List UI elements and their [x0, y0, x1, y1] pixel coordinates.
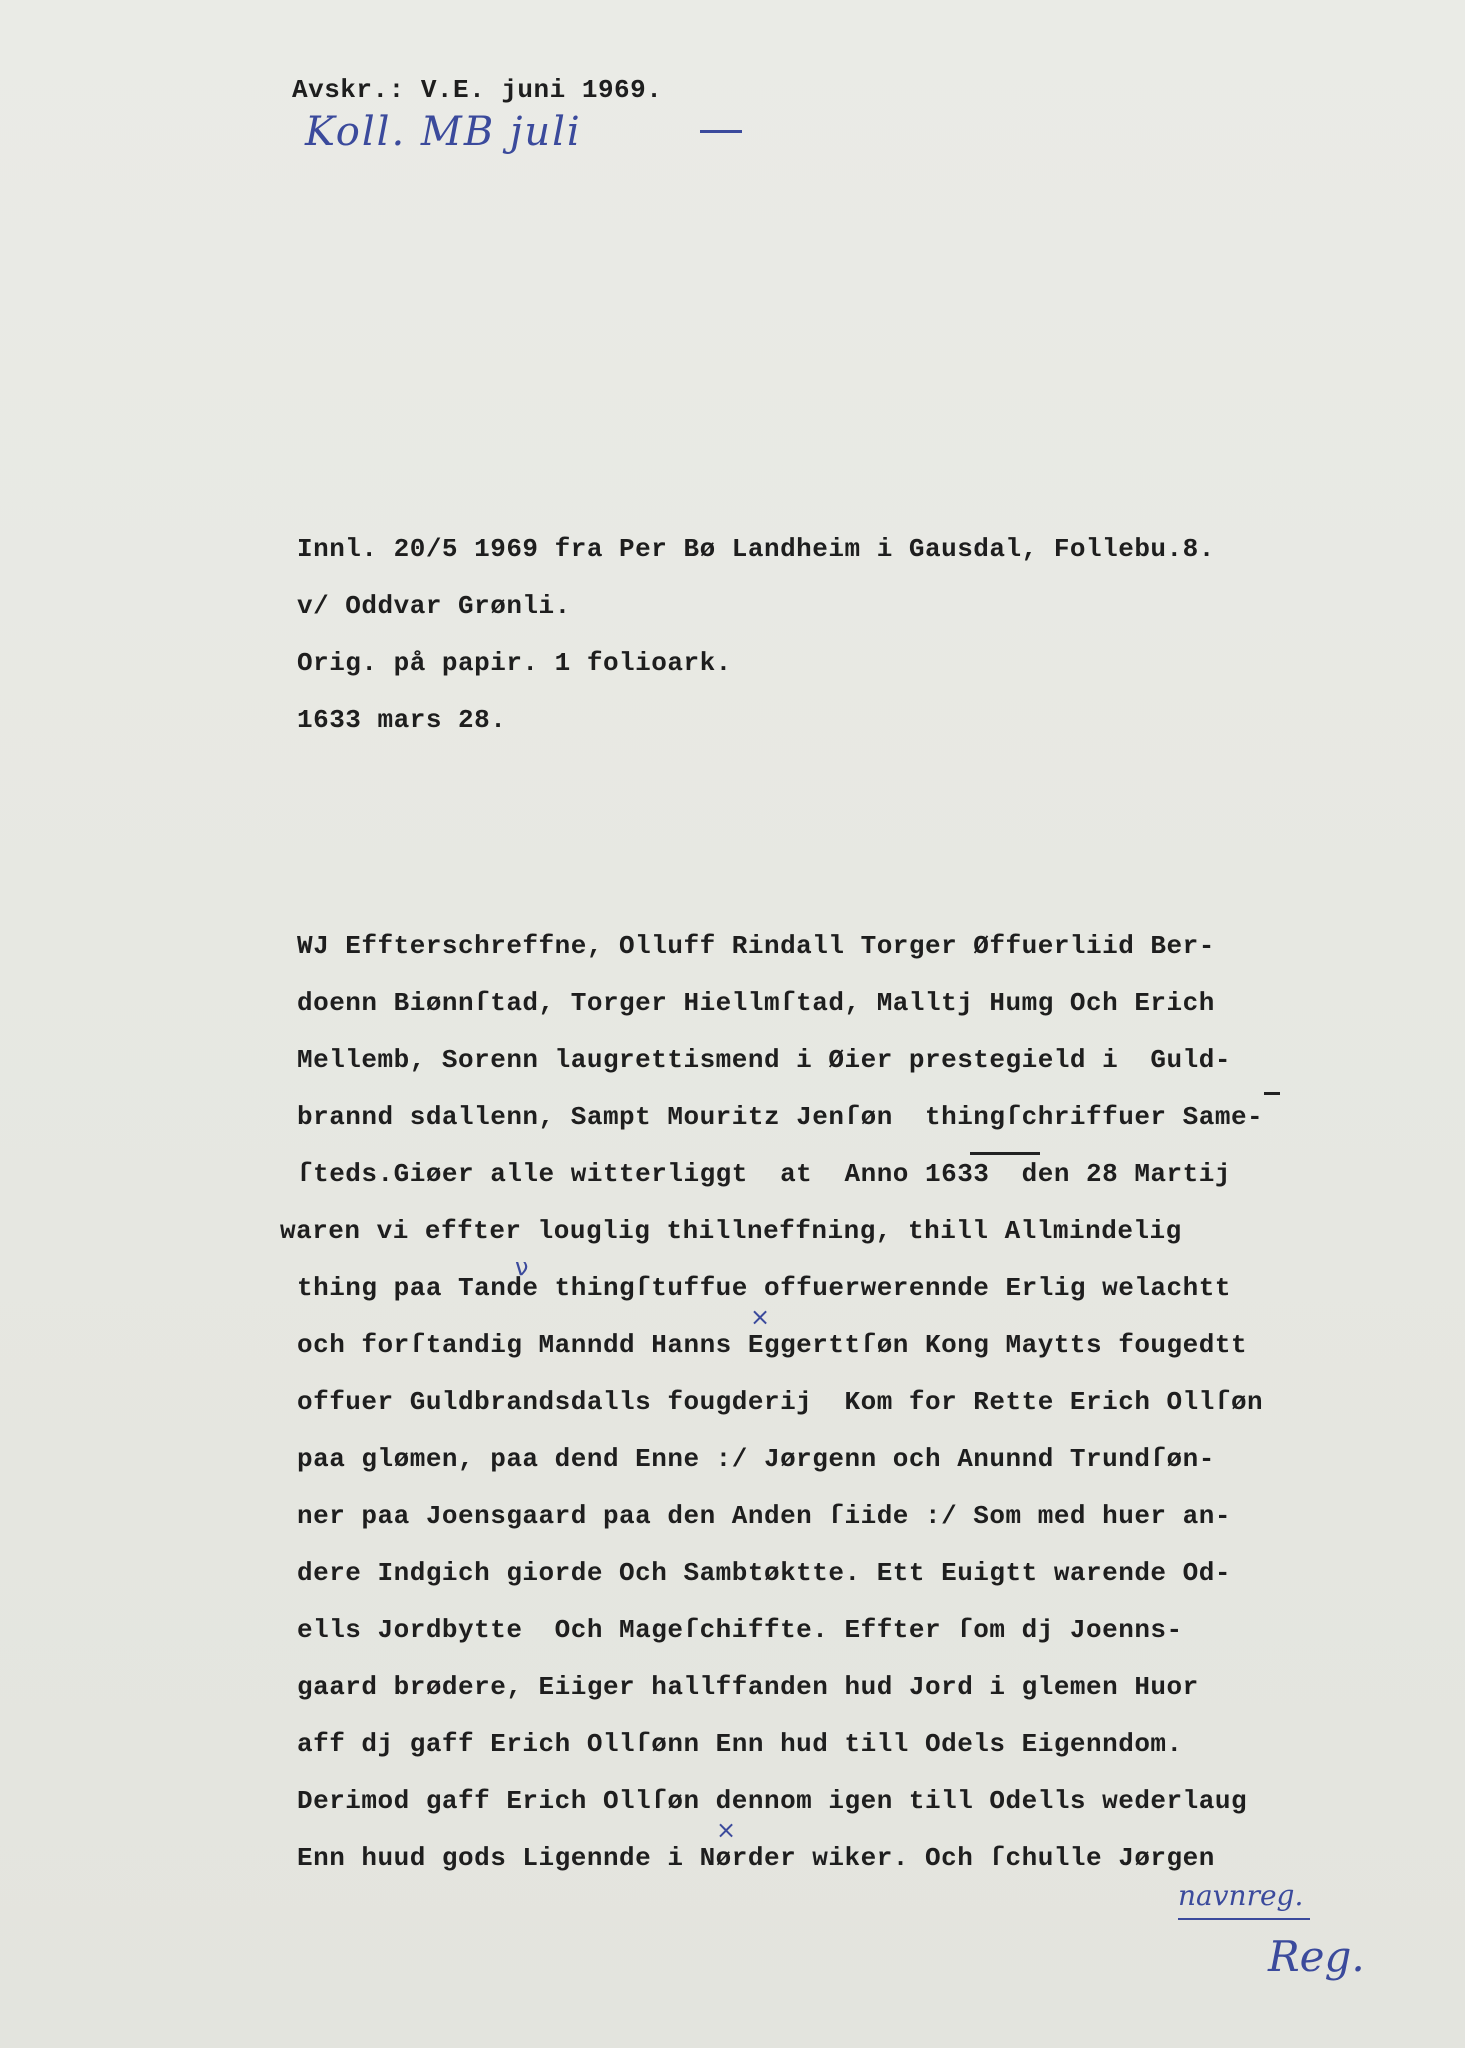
body-line: Enn huud gods Ligennde i Nørder wiker. Och ſchulle Jørgen [297, 1843, 1215, 1873]
body-line: aff dj gaff Erich Ollſønn Enn hud till Odels Eigenndom. [297, 1729, 1183, 1759]
macron-mark [1264, 1092, 1280, 1095]
margin-note-reg: Reg. [1268, 1932, 1365, 1981]
body-line: Mellemb, Sorenn laugrettismend i Øier prestegield i Guld- [297, 1045, 1231, 1075]
body-line: waren vi effter louglig thillneffning, thill Allmindelig [280, 1216, 1182, 1246]
margin-note-underline [1178, 1918, 1310, 1920]
body-line: doenn Biønnſtad, Torger Hiellmſtad, Malltj Humg Och Erich [297, 988, 1215, 1018]
handwritten-check-note: Koll. MB juli [305, 109, 582, 155]
metadata-line: Innl. 20/5 1969 fra Per Bø Landheim i Gausdal, Follebu.8. [297, 534, 1215, 564]
body-line: paa glømen, paa dend Enne :/ Jørgenn och Anunnd Trundſøn- [297, 1444, 1215, 1474]
body-line: Derimod gaff Erich Ollſøn dennom igen till Odells wederlaug [297, 1786, 1248, 1816]
correction-x-mark: × [750, 1303, 771, 1331]
body-line: ner paa Joensgaard paa den Anden ſiide :/ Som med huer an- [297, 1501, 1231, 1531]
body-line: och forſtandig Manndd Hanns Eggerttſøn Kong Maytts fougedtt [297, 1330, 1248, 1360]
correction-x-mark: × [716, 1816, 737, 1844]
body-line: thing paa Tande thingſtuffue offuerwerennde Erlig welachtt [297, 1273, 1231, 1303]
body-line: brannd sdallenn, Sampt Mouritz Jenſøn thingſchriffuer Same- [297, 1102, 1264, 1132]
body-line: ſteds.Giøer alle witterliggt at Anno 1633 den 28 Martij [297, 1159, 1231, 1189]
correction-mark-tande: ν [515, 1253, 529, 1281]
metadata-line: v/ Oddvar Grønli. [297, 591, 571, 621]
body-line: dere Indgich giorde Och Sambtøktte. Ett Euigtt warende Od- [297, 1558, 1231, 1588]
body-line: WJ Effterschreffne, Olluff Rindall Torger Øffuerliid Ber- [297, 931, 1215, 961]
transcription-note: Avskr.: V.E. juni 1969. [292, 75, 663, 105]
body-line: ells Jordbytte Och Mageſchiffte. Effter ſom dj Joenns- [297, 1615, 1183, 1645]
metadata-line: Orig. på papir. 1 folioark. [297, 648, 732, 678]
handwritten-dash [700, 130, 742, 133]
margin-note-navnreg: navnreg. [1178, 1879, 1304, 1912]
body-line: gaard brødere, Eiiger hallffanden hud Jord i glemen Huor [297, 1672, 1199, 1702]
body-line: offuer Guldbrandsdalls fougderij Kom for Rette Erich Ollſøn [297, 1387, 1264, 1417]
year-overline [970, 1152, 1040, 1155]
metadata-line: 1633 mars 28. [297, 705, 507, 735]
